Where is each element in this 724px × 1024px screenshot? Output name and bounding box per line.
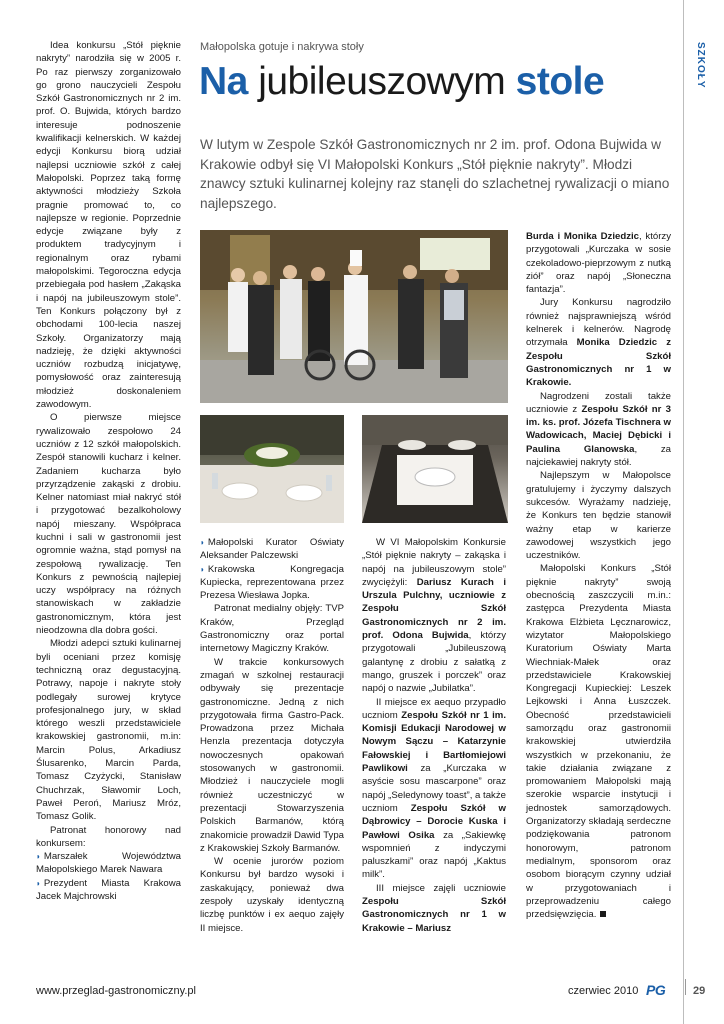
paragraph: W trakcie konkursowych zmagań w szkolnej restauracji odbywały się prezentacje gastronomiczne. Jedną z nich przygotowała firma Gastro-Pack. Prowadzona przez Michała Henzla prezentacja dotyczyła nowoczesnych opakowań stosowanych w gastronomii. Młodzież i nauczyciele mogli również uczestniczyć w prezentacji Stowarzyszenia Polskich Barmanów, którą znakomicie prowadził Dawid Typa z Krakowskiej Szkoły Barmanów. <box>200 656 344 854</box>
magazine-logo: PG <box>646 982 666 998</box>
headline <box>199 58 604 106</box>
text-run: , za najciekawiej nakryty stół. <box>526 443 671 469</box>
winner-name: Zespołu Szkół nr 3 im. ks. prof. Józefa Tischnera w Wadowicach, Maciej Dębicki i Paulina Glanowska <box>526 403 671 455</box>
paragraph <box>362 696 506 882</box>
bullet-text: Prezydent Miasta Krakowa Jacek Majchrowski <box>36 877 181 902</box>
text-run: , którzy przygotowali „Jubileuszową galantynę z drobiu z sałatką z mango, gruszek i porczek” oraz napój o nazwie „Jubilatka”. <box>362 630 506 695</box>
text-run: II miejsce ex aequo przypadło uczniom <box>362 696 506 721</box>
text-run: W VI Małopolskim Konkursie „Stół pięknie nakryty – zakąska i napój na jubileuszowym stole” zwyciężyli: <box>362 537 506 588</box>
bullet-text: Krakowska Kongregacja Kupiecka, reprezentowana przez Prezesa Wiesława Jopka. <box>200 563 344 602</box>
bullet-text: Małopolski Kurator Oświaty Aleksander Palczewski <box>200 537 344 562</box>
winner-name: Dariusz Kurach i Urszula Pulchny, uczniowie z Zespołu Szkół Gastronomicznych nr 2 im. prof. Odona Bujwida <box>362 576 506 642</box>
headline-part: jubileuszowym <box>258 60 506 103</box>
bullet-item <box>36 850 181 877</box>
article-column-1 <box>36 39 181 903</box>
paragraph: W ocenie jurorów poziom Konkursu był bardzo wysoki i zaskakujący, ponieważ dwa zespoły uzyskały identyczną liczbę punktów i ex aequo zajęły II miejsce. <box>200 856 344 934</box>
article-column-2 <box>200 536 344 935</box>
winner-name: Zespołu Szkół nr 1 im. Komisji Edukacji Narodowej w Nowym Sączu – Katarzynie Fałowskiej i Bartłomiejowi Pawlikowi <box>362 709 506 775</box>
text-run: za „Kurczaka w asyście sosu mascarpone” oraz napój „Seledynowy toast”, a także uczniom <box>362 763 507 814</box>
winner-name: Monika Dziedzic z Zespołu Szkół Gastronomicznych nr 1 w Krakowie. <box>526 337 671 389</box>
end-of-article-icon <box>600 911 606 917</box>
footer-url: www.przeglad-gastronomiczny.pl <box>36 985 196 997</box>
paragraph <box>526 230 671 296</box>
bullet-icon: ◗ <box>36 878 41 888</box>
headline-part: Na <box>199 60 248 103</box>
kicker: Małopolska gotuje i nakrywa stoły <box>200 41 364 53</box>
article-column-3 <box>362 536 506 935</box>
paragraph <box>362 882 506 935</box>
paragraph: Najlepszym w Małopolsce gratulujemy i życzymy dalszych sukcesów. Wyrażamy nadzieję, że Konkurs ten będzie stanowił ważny etap w karierze zawodowej wszystkich jego uczestników. <box>526 470 671 562</box>
paragraph: Patronat honorowy nad konkursem: <box>36 824 181 849</box>
table-setting-photo-2 <box>362 415 508 523</box>
paragraph: Idea konkursu „Stół pięknie nakryty” narodziła się w 2005 r. Po raz pierwszy zorganizowało go grono nauczycieli Zespołu Szkół Gastronomicznych nr 2 im. prof. O. Bujwida, których bardzo interesuje podnoszenie kwalifikacji kelnerskich. W każdej edycji Konkursu biorą udział najlepsi uczniowie szkół z całej Małopolski. Poprzez taką formę aktywności młodzieży Szkoła pragnie promować to, co najlepsze w regionie. Poprzednie edycje związane były z produktem tradycyjnym i regionalnym oraz rybami małopolskimi. Tegoroczna edycja przebiegała pod hasłem „Zakąska i napój na jubileuszowym stole”. Ten Konkurs połączony był z obchodami 100-lecia naszej Szkoły. Organizatorzy mają nadzieję, że dzięki aktywności uczniów rozbudzą inicjatywę, pomysłowość oraz zainteresują młodzież doskonaleniem zawodowym. <box>36 40 181 411</box>
section-divider <box>683 0 684 1024</box>
bullet-text: Marszałek Województwa Małopolskiego Marek Nawara <box>36 851 181 876</box>
paragraph <box>526 562 671 921</box>
paragraph: Patronat medialny objęły: TVP Kraków, Przegląd Gastronomiczny oraz portal internetowy Magiczny Kraków. <box>200 603 344 655</box>
footer-divider <box>685 979 686 995</box>
award-ceremony-photo <box>200 230 508 403</box>
winner-name: Burda i Monika Dziedzic <box>526 231 640 242</box>
winner-name: Zespołu Szkół Gastronomicznych nr 1 w Krakowie – Mariusz <box>362 896 506 934</box>
lead-paragraph: W lutym w Zespole Szkół Gastronomicznych nr 2 im. prof. Odona Bujwida w Krakowie odbył się VI Małopolski Konkurs „Stół pięknie nakryty”. Młodzi znawcy sztuki kulinarnej kolejny raz stanęli do szlachetnej rywalizacji o miano najlepszego. <box>200 137 670 211</box>
bullet-item <box>200 563 344 603</box>
section-label: SZKOŁY <box>695 42 706 89</box>
text-run: za „Sakiewkę wspomnień z indyczymi paluszkami” oraz napój „Kaktus milk”. <box>362 829 506 881</box>
page-number: 29 <box>693 985 706 997</box>
bullet-icon: ◗ <box>36 852 41 862</box>
text-run: Nagrodzeni zostali także uczniowie z <box>526 390 671 415</box>
table-setting-illustration-2 <box>362 415 508 523</box>
text-run: Małopolski Konkurs „Stół pięknie nakryty” swoją obecnością zaszczycili m.in.: zastępca Prezydenta Miasta Krakowa Elżbieta Lęcznarowicz, wizytator Małopolskiego Kuratorium Oświaty Marta Wiechniak-Małek oraz przedstawiciele Krakowskiej Kongregacji Kupieckiej: Leszek Lejkowski i Anna Łuszczek. Obecność przedstawicieli samorządu oraz gastronomii krakowskiej utwierdziła wszystkich w przekonaniu, że takie działania związane z promowaniem Małopolski mają szerokie wsparcie instytucji i jednostek samorządowych. Organizatorzy składają serdeczne podziękowania patronom honorowym, patronom medialnym, sponsorom oraz osobom biorącym czynny udział w przygotowaniach i przeprowadzeniu całego przedsięwzięcia. <box>526 563 671 921</box>
table-setting-illustration-1 <box>200 415 344 523</box>
paragraph <box>526 390 671 470</box>
section-tab <box>683 0 724 1024</box>
paragraph: Młodzi adepci sztuki kulinarnej byli oceniani przez komisję techniczną oraz degustacyjną. Potrawy, napoje i nakryte stoły podlegały surowej krytyce profesjonalnego jury, w skład którego weszli przedstawiciele krakowskiej gastronomii, m.in: Marcin Polus, Arkadiusz Ślusarenko, Marcin Parda, Tomasz Czyżycki, Stanisław Chuchrzak, Sławomir Loch, Paweł Peroń, Mariusz Mróz, Tomasz Golik. <box>36 638 181 823</box>
article-column-4 <box>526 230 671 921</box>
paragraph <box>362 536 506 696</box>
footer-date: czerwiec 2010 <box>568 985 639 997</box>
bullet-icon: ◗ <box>200 538 205 547</box>
headline-part: stole <box>515 60 605 103</box>
winner-name: Zespołu Szkół w Dąbrowicy – Dorocie Kuska i Pawłowi Osika <box>362 802 506 841</box>
paragraph <box>526 296 671 389</box>
text-run: , którzy przygotowali „Kurczaka w sosie czekoladowo-pieprzowym z nutką ziół” oraz napój „Słoneczna fantazja”. <box>526 231 671 296</box>
bullet-item <box>36 877 181 904</box>
table-setting-photo-1 <box>200 415 344 523</box>
text-run: III miejsce zajęli uczniowie <box>376 882 506 894</box>
bullet-icon: ◗ <box>200 564 205 574</box>
text-run: Jury Konkursu nagrodziło również najsprawniejszą wśród kelnerek i kelnerów. Nagrodę otrzymała <box>526 297 671 349</box>
award-ceremony-illustration <box>200 230 508 403</box>
bullet-item <box>200 536 344 563</box>
paragraph: O pierwsze miejsce rywalizowało zespołowo 24 uczniów z 12 szkół małopolskich. Zespół stanowili kucharz i kelner. Zadaniem kucharza było przyrządzenie zakąski z drobiu. Kelner natomiast miał nakryć stół i przygotować bezalkoholowy napój mieszany. Współpraca kuchni i sali w gastronomii jest ogromnie ważna, stąd pomysł na zespołową rywalizację. Ten Konkurs z pewnością najlepiej uczy współpracy na różnych stanowiskach w zakładzie gastronomicznym, która jest nieodzowna dla dobra gości. <box>36 412 181 637</box>
